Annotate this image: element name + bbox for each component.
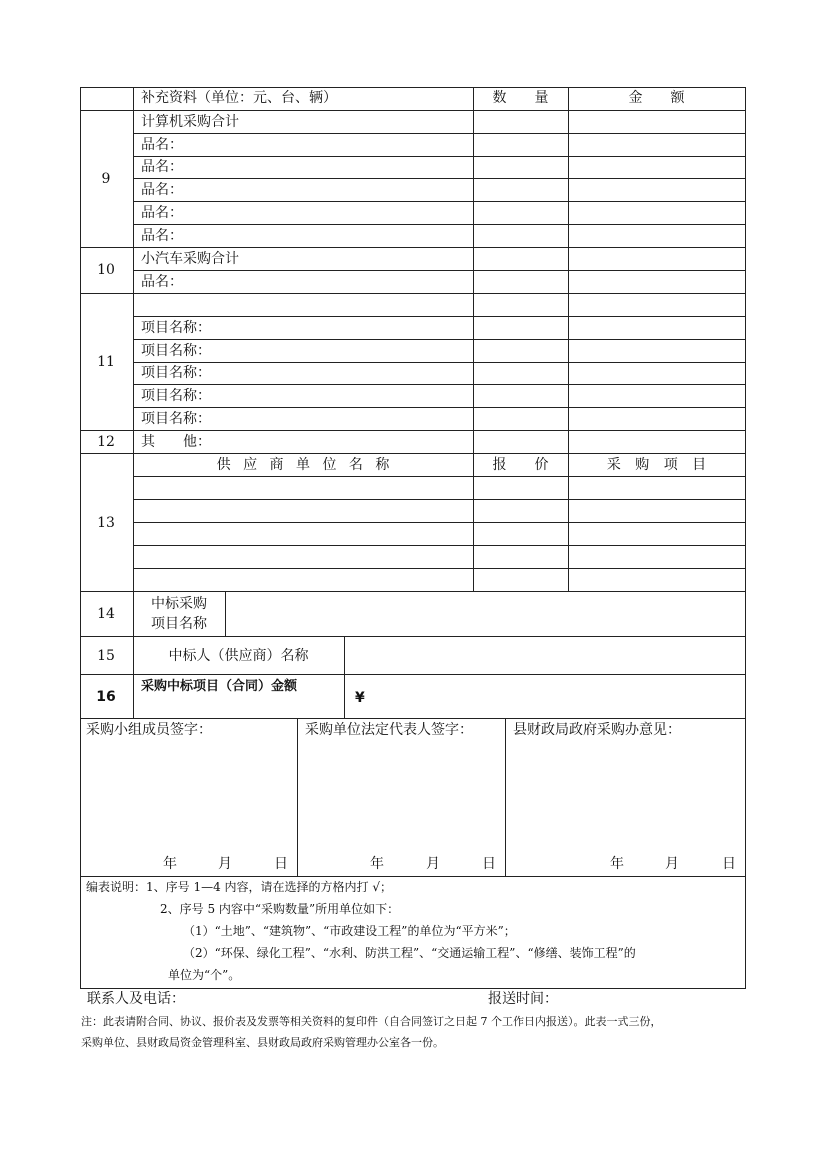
- row12-label: 其 他：: [141, 434, 211, 450]
- sig3-month: 月: [665, 856, 679, 872]
- row16-currency: ¥: [355, 690, 365, 706]
- header-qty-label: 数 量: [492, 90, 549, 106]
- row9-line: 品名：: [141, 182, 183, 198]
- sig1-month: 月: [218, 856, 232, 872]
- signature-group-label: 采购小组成员签字：: [86, 722, 212, 738]
- sig3-day: 日: [722, 856, 736, 872]
- sig3-year: 年: [610, 856, 624, 872]
- row-number-10: 10: [97, 262, 115, 278]
- sig1-year: 年: [163, 856, 177, 872]
- notes-line1: 编表说明：1、序号 1—4 内容，请在选择的方格内打 √；: [86, 880, 392, 894]
- notes-line2: 2、序号 5 内容中“采购数量”所用单位如下：: [160, 902, 400, 916]
- sig1-day: 日: [274, 856, 288, 872]
- row11-line: 项目名称：: [141, 343, 211, 359]
- row13-supplier-label: 供 应 商 单 位 名 称: [216, 457, 390, 473]
- row-number-13: 13: [97, 515, 115, 531]
- row9-line: 品名：: [141, 159, 183, 175]
- row9-line: 品名：: [141, 228, 183, 244]
- row13-project-label: 采 购 项 目: [606, 457, 707, 473]
- row14-label-line2: 项目名称: [151, 616, 207, 632]
- row11-line: 项目名称：: [141, 365, 211, 381]
- row-number-15: 15: [97, 648, 115, 664]
- signature-bureau-label: 县财政局政府采购办意见：: [513, 722, 681, 738]
- sig2-day: 日: [482, 856, 496, 872]
- row15-label: 中标人（供应商）名称: [168, 648, 309, 664]
- row9-line: 品名：: [141, 205, 183, 221]
- sig2-year: 年: [370, 856, 384, 872]
- row16-label: 采购中标项目（合同）金额: [141, 679, 298, 694]
- notes-line3: （1）“土地”、“建筑物”、“市政建设工程”的单位为“平方米”；: [183, 924, 516, 938]
- footer-note-line1: 注：此表请附合同、协议、报价表及发票等相关资料的复印件（自合同签订之日起 7 个工作日内报送）。此表一式三份，: [81, 1015, 662, 1028]
- row-number-14: 14: [97, 606, 115, 622]
- row-number-11: 11: [97, 354, 115, 370]
- signature-unit-label: 采购单位法定代表人签字：: [305, 722, 473, 738]
- notes-line5: 单位为“个”。: [168, 968, 241, 982]
- row13-quote-label: 报 价: [492, 457, 549, 473]
- footer-contact: 联系人及电话：: [87, 991, 185, 1007]
- row10-line: 小汽车采购合计: [141, 251, 239, 267]
- row10-line: 品名：: [141, 274, 183, 290]
- row9-line: 品名：: [141, 137, 183, 153]
- row11-line: 项目名称：: [141, 388, 211, 404]
- footer-note-line2: 采购单位、县财政局资金管理科室、县财政局政府采购管理办公室各一份。: [81, 1036, 444, 1049]
- row11-line: 项目名称：: [141, 320, 211, 336]
- row-number-9: 9: [101, 171, 111, 187]
- footer-report-time: 报送时间：: [488, 991, 558, 1007]
- header-item-label: 补充资料（单位：元、台、辆）: [141, 90, 337, 106]
- notes-line4: （2）“环保、绿化工程”、“水利、防洪工程”、“交通运输工程”、“修缮、装饰工程”的: [183, 946, 636, 960]
- sig2-month: 月: [426, 856, 440, 872]
- header-amount-label: 金 额: [628, 90, 685, 106]
- row11-line: 项目名称：: [141, 411, 211, 427]
- row-number-16: 16: [96, 689, 116, 705]
- row14-label-line1: 中标采购: [151, 596, 207, 612]
- row9-line: 计算机采购合计: [141, 114, 239, 130]
- row-number-12: 12: [97, 434, 115, 450]
